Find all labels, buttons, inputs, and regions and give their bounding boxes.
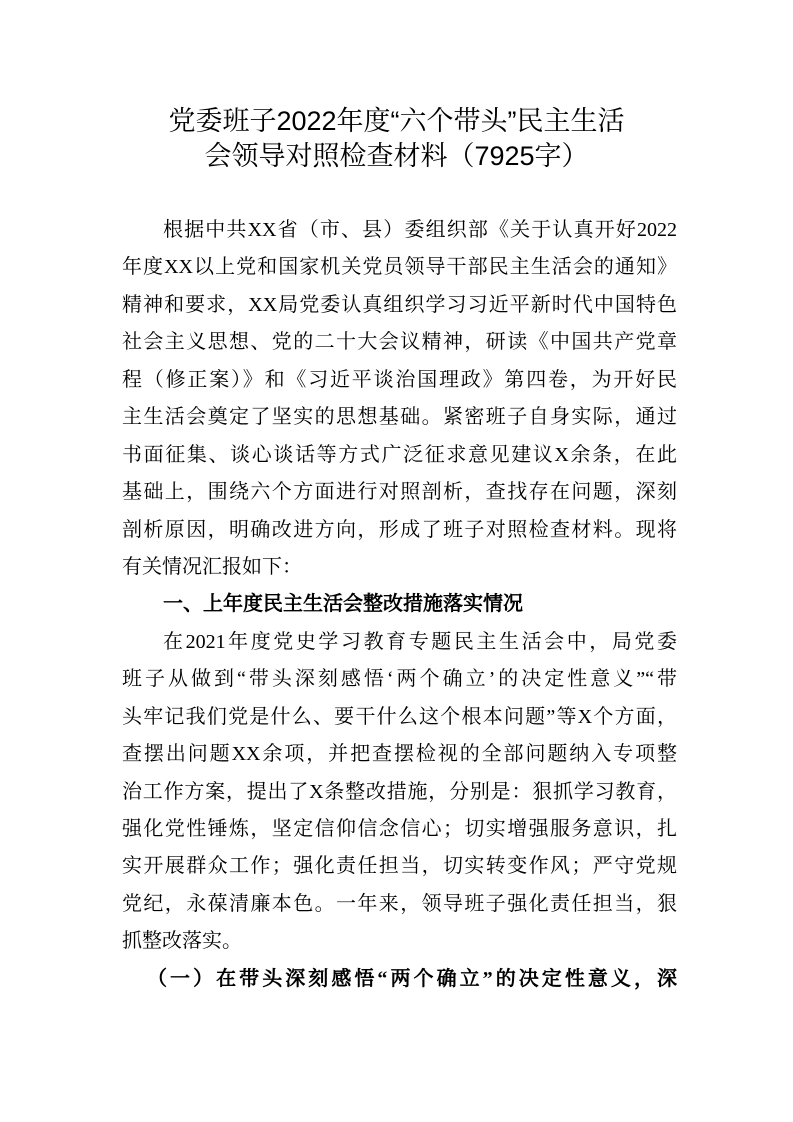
text-line: 强化党性锤炼，坚定信仰信念信心；切实增强服务意识，扎 [122, 818, 677, 840]
text-line: 党纪，永葆清廉本色。一年来，领导班子强化责任担当，狠 [122, 892, 677, 915]
text-line: 有关情况汇报如下： [122, 555, 302, 578]
text-line: 实开展群众工作；强化责任担当，切实转变作风；严守党规 [122, 855, 677, 878]
text-line: 基础上，围绕六个方面进行对照剖析，查找存在问题，深刻 [122, 481, 677, 504]
text-line: 主生活会奠定了坚实的思想基础。紧密班子自身实际，通过 [122, 406, 677, 429]
paragraph-rectification [122, 624, 677, 961]
section-heading: 一、上年度民主生活会整改措施落实情况 [163, 593, 523, 616]
text-line: 社会主义思想、党的二十大会议精神，研读《中国共产党章 [122, 331, 677, 354]
text-line: 班子从做到“带头深刻感悟‘两个确立’的决定性意义”“带 [122, 668, 677, 691]
text-line: 剖析原因，明确改进方向，形成了班子对照检查材料。现将 [122, 518, 677, 541]
document-title-line-1: 党委班子2022年度“六个带头”民主生活 [168, 106, 625, 136]
text-line: 根据中共XX省（市、县）委组织部《关于认真开好2022 [163, 219, 677, 241]
document-body [122, 212, 677, 998]
paragraph-intro [122, 212, 677, 586]
text-line: 治工作方案，提出了X条整改措施，分别是：狠抓学习教育， [122, 780, 677, 803]
text-line: 抓整改落实。 [122, 930, 242, 953]
text-line: 查摆出问题XX余项，并把查摆检视的全部问题纳入专项整 [122, 743, 677, 766]
text-line: 程（修正案）》和《习近平谈治国理政》第四卷，为开好民 [122, 368, 677, 391]
text-line: 年度XX以上党和国家机关党员领导干部民主生活会的通知》 [122, 256, 677, 279]
subsection-heading: （一）在带头深刻感悟“两个确立”的决定性意义，深 [147, 967, 677, 990]
document-title-line-2: 会领导对照检查材料（7925字） [204, 141, 589, 171]
text-line: 在2021年度党史学习教育专题民主生活会中，局党委 [163, 630, 677, 653]
text-line: 头牢记我们党是什么、要干什么这个根本问题”等X个方面， [122, 705, 677, 728]
text-line: 精神和要求，XX局党委认真组织学习习近平新时代中国特色 [122, 293, 677, 316]
text-line: 书面征集、谈心谈话等方式广泛征求意见建议X余条，在此 [122, 443, 677, 466]
